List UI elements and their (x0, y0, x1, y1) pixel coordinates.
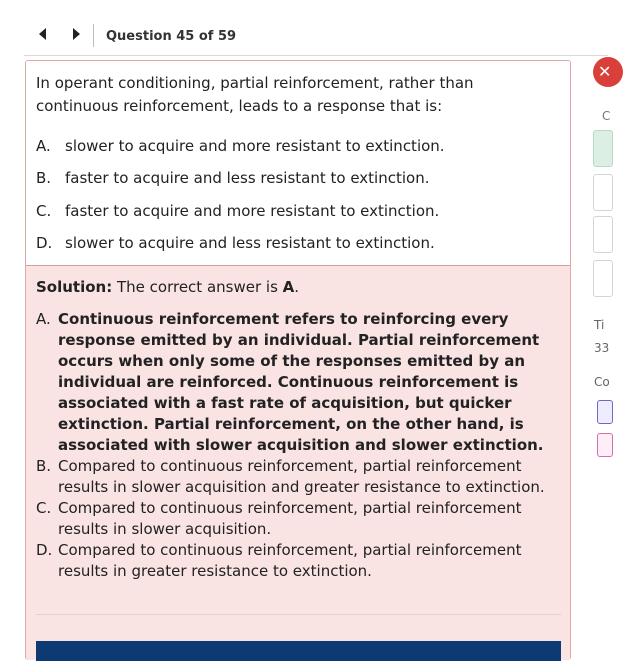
explanation-text: Compared to continuous reinforcement, partial reinforcement results in greater resistance to extinction. (58, 541, 522, 580)
side-tag-chip[interactable] (597, 433, 613, 457)
side-category-label: Co (594, 375, 610, 389)
solution-divider (36, 614, 561, 615)
explanation-letter: A. (36, 310, 51, 328)
option-letter: D. (36, 234, 53, 252)
option-letter: B. (36, 169, 52, 187)
side-answer-box-a[interactable] (593, 130, 613, 167)
correct-answer: A (282, 278, 295, 296)
explanation-text: Compared to continuous reinforcement, partial reinforcement results in slower acquisition. (58, 499, 522, 538)
option-text: faster to acquire and less resistant to extinction. (65, 169, 430, 187)
side-time-value: 33 (594, 341, 610, 355)
option-text: slower to acquire and more resistant to extinction. (65, 137, 445, 155)
explanation-letter: C. (36, 499, 52, 517)
option-text: faster to acquire and more resistant to extinction. (65, 202, 440, 220)
side-tag-chip[interactable] (597, 400, 613, 424)
solution-period: . (294, 278, 300, 296)
side-answer-box-d[interactable] (593, 260, 613, 297)
question-card (25, 60, 571, 660)
question-navigation (24, 18, 608, 56)
side-panel-label: C (602, 109, 611, 123)
bottom-banner[interactable] (36, 641, 561, 661)
solution-panel (26, 265, 570, 660)
explanation-text: Continuous reinforcement refers to reinforcing every response emitted by an individual. Partial reinforcement occurs when only some of the responses emitted by an individual are reinforced. Continuous reinforcement is associated with a fast rate of acquisition, but quicker extinction. Partial reinforcement, on the other hand, is associated with slower acquisition and slower extinction. (58, 310, 544, 454)
nav-divider (93, 24, 94, 47)
solution-label: Solution: (36, 278, 113, 296)
incorrect-close-icon[interactable]: ✕ (593, 57, 623, 87)
explanation-text: Compared to continuous reinforcement, partial reinforcement results in slower acquisition and greater resistance to extinction. (58, 457, 545, 496)
previous-arrow-icon[interactable] (39, 28, 46, 40)
next-arrow-icon[interactable] (73, 28, 80, 40)
question-stem: In operant conditioning, partial reinforcement, rather than continuous reinforcement, leads to a response that is: (36, 74, 474, 115)
question-counter: Question 45 of 59 (106, 29, 237, 44)
solution-text: The correct answer is (112, 278, 283, 296)
option-text: slower to acquire and less resistant to extinction. (65, 234, 435, 252)
side-answer-box-c[interactable] (593, 216, 613, 253)
option-letter: A. (36, 137, 51, 155)
side-answer-box-b[interactable] (593, 174, 613, 211)
side-time-label: Ti (594, 318, 605, 332)
explanation-letter: B. (36, 457, 52, 475)
explanation-letter: D. (36, 541, 53, 559)
option-letter: C. (36, 202, 52, 220)
solution-heading (36, 278, 299, 296)
